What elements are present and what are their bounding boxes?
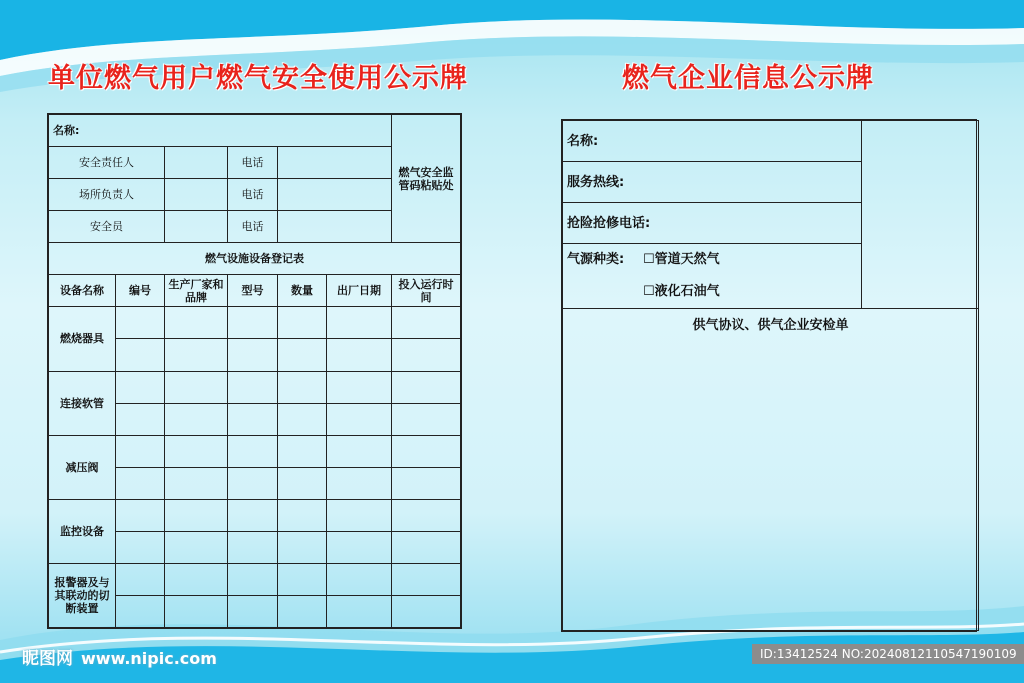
registry-cell [278,531,327,563]
phone-cell [278,179,392,211]
repair-phone-field: 抢险抢修电话: [563,203,862,244]
registry-cell [165,531,228,563]
phone-label: 电话 [228,179,278,211]
agreement-label: 供气协议、供气企业安检单 [692,318,849,333]
registry-cell [327,435,392,467]
contact-name-cell [165,179,228,211]
registry-cell [165,595,228,627]
contact-role: 安全责任人 [49,147,165,179]
contact-name-cell [165,211,228,243]
site-watermark [22,644,217,669]
registry-cell [392,531,461,563]
registry-cell [228,435,278,467]
registry-cell [228,467,278,499]
registry-cell [116,403,165,435]
gas-source-field [563,244,862,309]
agreement-area [563,309,979,631]
column-header: 投入运行时间 [392,275,461,307]
contact-role: 安全员 [49,211,165,243]
qr-code-area-label: 燃气安全监管码粘贴处 [398,165,454,192]
registry-cell [116,307,165,339]
registry-cell [392,339,461,371]
image-id-strip: ID:13412524 NO:20240812110547190109 [752,644,1024,664]
company-blank-area [862,121,979,309]
device-row [49,499,461,531]
name-field [49,115,392,147]
gas-safety-table [48,114,461,628]
registry-cell [228,307,278,339]
registry-cell [392,435,461,467]
device-row [49,307,461,339]
registry-cell [327,307,392,339]
registry-cell [278,307,327,339]
registry-cell [165,403,228,435]
service-hotline-field: 服务热线: [563,162,862,203]
registry-cell [392,563,461,595]
registry-cell [116,371,165,403]
registry-cell [228,403,278,435]
registry-cell [165,339,228,371]
registry-cell [278,563,327,595]
watermark-site: 昵图网 [22,649,73,669]
registry-cell [228,499,278,531]
gas-source-label: 气源种类: [567,252,625,267]
device-name: 监控设备 [49,499,116,563]
name-label: 名称: [53,124,80,138]
registry-cell [278,595,327,627]
registry-cell [116,595,165,627]
registry-cell [278,403,327,435]
left-board-title: 单位燃气用户燃气安全使用公示牌 [48,63,468,94]
registry-cell [116,339,165,371]
registry-cell [327,595,392,627]
registry-cell [278,499,327,531]
phone-label: 电话 [228,147,278,179]
registry-cell [327,467,392,499]
registry-cell [165,467,228,499]
registry-cell [165,563,228,595]
gas-safety-board [47,113,462,629]
phone-cell [278,211,392,243]
device-name: 燃烧器具 [49,307,116,371]
registry-cell [278,467,327,499]
column-header: 出厂日期 [327,275,392,307]
registry-cell [228,371,278,403]
contact-role: 场所负责人 [49,179,165,211]
device-name: 减压阀 [49,435,116,499]
company-name-field: 名称: [563,121,862,162]
registry-title: 燃气设施设备登记表 [49,243,461,275]
registry-cell [165,371,228,403]
registry-cell [327,499,392,531]
registry-cell [116,435,165,467]
registry-cell [228,563,278,595]
registry-cell [392,499,461,531]
registry-cell [116,563,165,595]
registry-cell [392,467,461,499]
column-header: 型号 [228,275,278,307]
phone-label: 电话 [228,211,278,243]
registry-cell [116,531,165,563]
registry-cell [165,307,228,339]
column-header: 编号 [116,275,165,307]
gas-option-pipeline: ☐管道天然气 [643,252,720,267]
device-row [49,371,461,403]
registry-header-row [49,275,461,307]
registry-cell [327,531,392,563]
gas-company-table [562,120,979,631]
column-header: 生产厂家和品牌 [165,275,228,307]
registry-cell [327,339,392,371]
registry-cell [116,467,165,499]
registry-cell [392,371,461,403]
registry-cell [228,339,278,371]
registry-cell [278,435,327,467]
registry-cell [392,307,461,339]
registry-cell [228,595,278,627]
registry-cell [327,563,392,595]
device-row [49,435,461,467]
device-name: 连接软管 [49,371,116,435]
registry-cell [327,371,392,403]
gas-option-lpg: ☐液化石油气 [643,284,720,299]
watermark-url: www.nipic.com [81,649,217,668]
gas-company-board [561,119,977,632]
device-rows [49,307,461,628]
column-header: 设备名称 [49,275,116,307]
registry-cell [327,403,392,435]
registry-cell [278,371,327,403]
phone-cell [278,147,392,179]
registry-cell [116,499,165,531]
contact-name-cell [165,147,228,179]
registry-cell [392,595,461,627]
registry-cell [165,435,228,467]
registry-cell [228,531,278,563]
device-name: 报警器及与其联动的切断装置 [49,563,116,627]
registry-cell [392,403,461,435]
column-header: 数量 [278,275,327,307]
registry-cell [278,339,327,371]
right-board-title: 燃气企业信息公示牌 [622,63,874,94]
device-row [49,563,461,595]
qr-code-area [392,115,461,243]
registry-cell [165,499,228,531]
